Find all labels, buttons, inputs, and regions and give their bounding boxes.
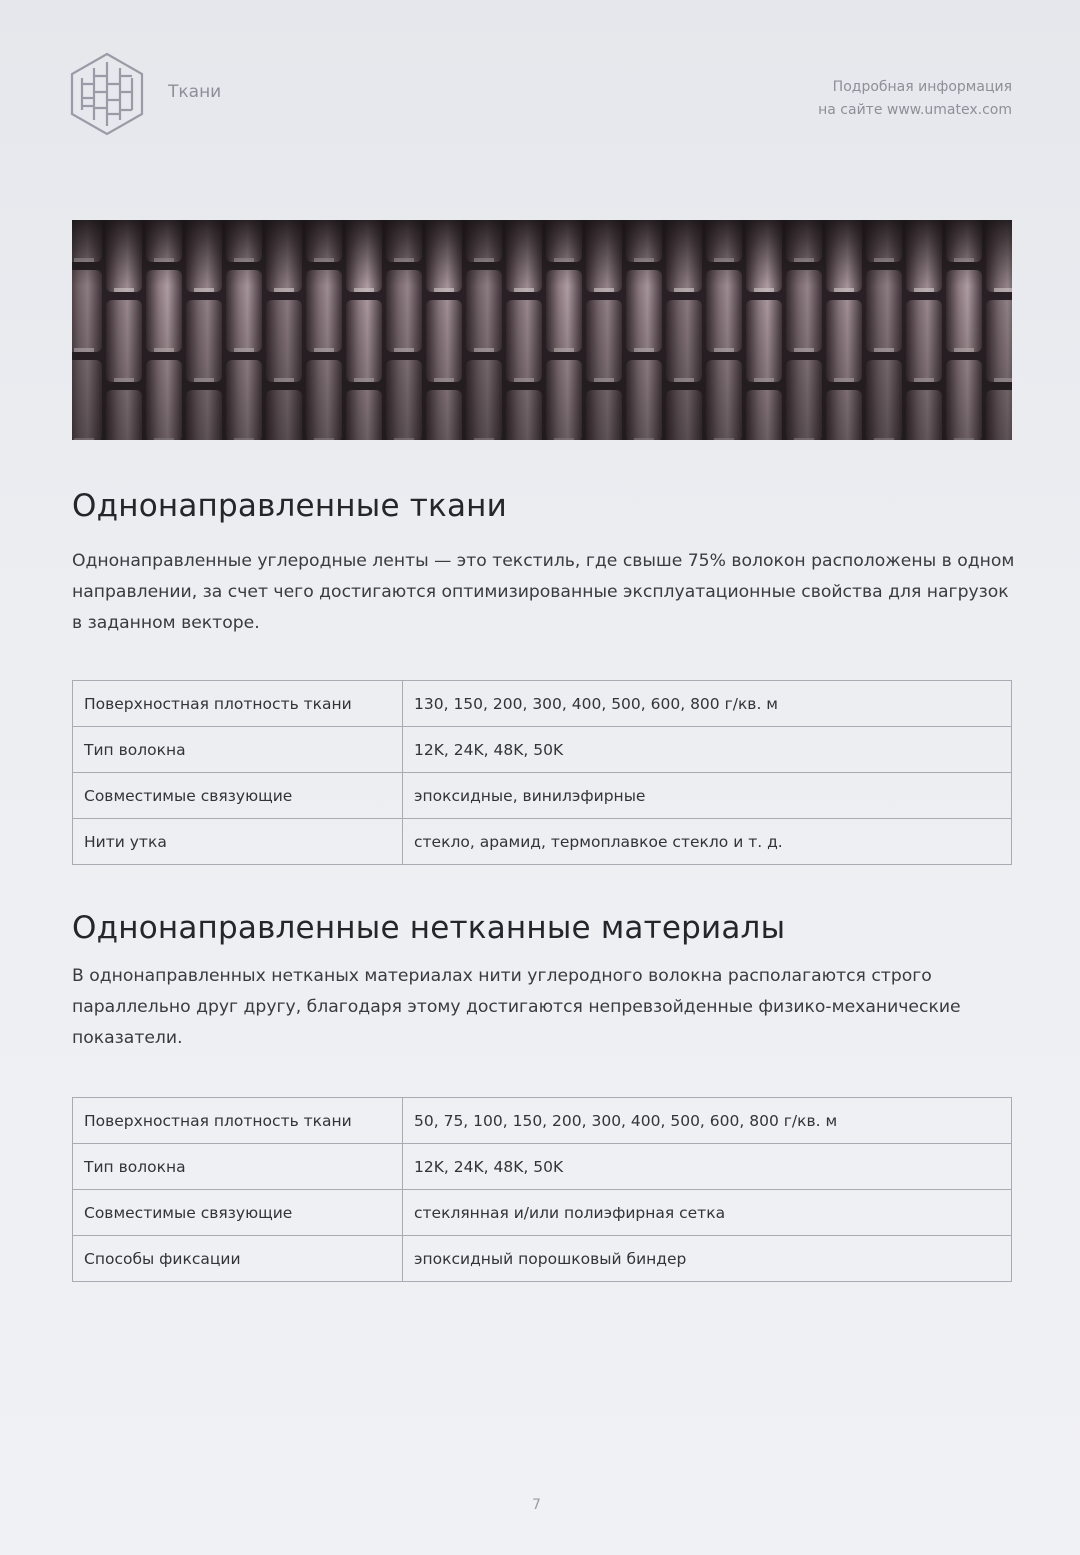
spec-label: Нити утка: [73, 819, 403, 865]
carbon-fiber-weave-photo: [72, 220, 1012, 440]
spec-value: 12K, 24K, 48K, 50K: [403, 1144, 1012, 1190]
site-note: [818, 76, 1012, 122]
table-row: [73, 773, 1012, 819]
section-title-nonwoven: Однонаправленные нетканные материалы: [72, 910, 786, 946]
spec-value: эпоксидные, винилэфирные: [403, 773, 1012, 819]
section-description-woven: Однонаправленные углеродные ленты — это текстиль, где свыше 75% волокон расположены в одном направлении, за счет чего достигаются оптимизированные эксплуатационные свойства для нагрузок в заданном векторе.: [72, 551, 1015, 633]
table-row: [73, 1236, 1012, 1282]
section-description-nonwoven: В однонаправленных нетканых материалах нити углеродного волокна располагаются строго параллельно друг другу, благодаря этому достигаются непревзойденные физико-механические показатели.: [72, 966, 961, 1048]
spec-label: Совместимые связующие: [73, 1190, 403, 1236]
table-row: [73, 681, 1012, 727]
table-row: [73, 1144, 1012, 1190]
site-note-line1: Подробная информация: [832, 79, 1012, 95]
spec-label: Тип волокна: [73, 1144, 403, 1190]
table-row: [73, 1190, 1012, 1236]
spec-value: 12K, 24K, 48K, 50K: [403, 727, 1012, 773]
table-row: [73, 1098, 1012, 1144]
spec-value: стеклянная и/или полиэфирная сетка: [403, 1190, 1012, 1236]
spec-label: Тип волокна: [73, 727, 403, 773]
site-note-line2: на сайте www.umatex.com: [818, 102, 1012, 118]
spec-value: эпоксидный порошковый биндер: [403, 1236, 1012, 1282]
section-tag: Ткани: [168, 82, 222, 102]
spec-value: стекло, арамид, термоплавкое стекло и т. д.: [403, 819, 1012, 865]
spec-table-woven: [72, 680, 1012, 865]
spec-value: 50, 75, 100, 150, 200, 300, 400, 500, 600, 800 г/кв. м: [403, 1098, 1012, 1144]
spec-label: Поверхностная плотность ткани: [73, 1098, 403, 1144]
page-number: 7: [532, 1497, 541, 1513]
spec-label: Совместимые связующие: [73, 773, 403, 819]
umatex-hexagon-logo-icon: [70, 52, 144, 136]
spec-value: 130, 150, 200, 300, 400, 500, 600, 800 г/кв. м: [403, 681, 1012, 727]
spec-label: Способы фиксации: [73, 1236, 403, 1282]
table-row: [73, 819, 1012, 865]
spec-label: Поверхностная плотность ткани: [73, 681, 403, 727]
section-title-woven: Однонаправленные ткани: [72, 488, 507, 524]
spec-table-nonwoven: [72, 1097, 1012, 1282]
table-row: [73, 727, 1012, 773]
